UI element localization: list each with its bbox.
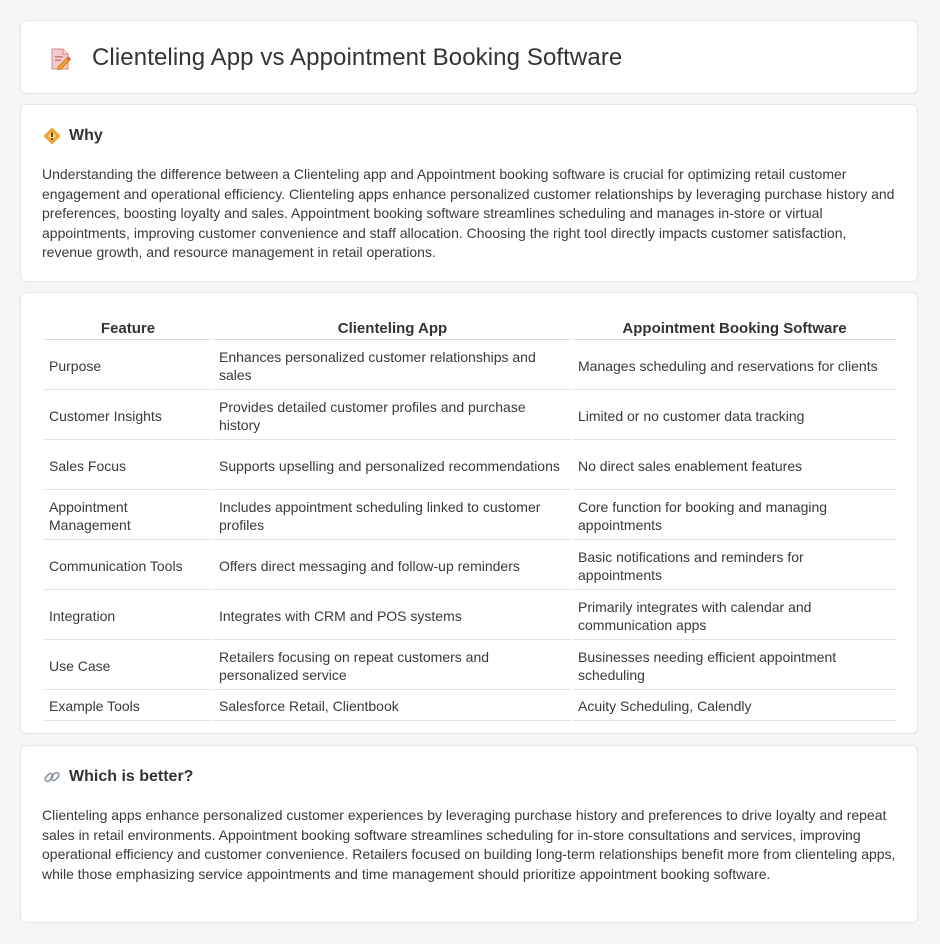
clienteling-cell: Supports upselling and personalized recommendations	[214, 442, 571, 490]
feature-cell: Purpose	[44, 342, 212, 390]
page-title: Clienteling App vs Appointment Booking Software	[92, 44, 623, 71]
feature-cell: Integration	[44, 592, 212, 640]
title-card	[20, 20, 918, 94]
link-icon	[43, 768, 61, 786]
clienteling-cell: Enhances personalized customer relationships and sales	[214, 342, 571, 390]
booking-cell: Core function for booking and managing appointments	[573, 492, 896, 540]
table-row	[44, 342, 896, 390]
booking-cell: Primarily integrates with calendar and communication apps	[573, 592, 896, 640]
comparison-card	[20, 292, 918, 734]
table-row	[44, 592, 896, 640]
better-text: Clienteling apps enhance personalized customer experiences by leveraging purchase history and preferences to drive loyalty and repeat sales in retail environments. Appointment booking software streamlines scheduling for in-store consultations and services, improving operational efficiency and customer convenience. Retailers focused on building long-term relationships benefit more from clienteling apps, while those emphasizing service appointments and time management should prioritize appointment booking software.	[42, 807, 896, 882]
booking-cell: Basic notifications and reminders for appointments	[573, 542, 896, 590]
clienteling-cell: Retailers focusing on repeat customers and personalized service	[214, 642, 571, 690]
feature-cell: Customer Insights	[44, 392, 212, 440]
header-feature: Feature	[44, 318, 212, 340]
header-clienteling-app: Clienteling App	[214, 318, 571, 340]
why-heading: Why	[69, 127, 103, 144]
table-row	[44, 492, 896, 540]
better-heading: Which is better?	[69, 768, 194, 785]
why-card	[20, 104, 918, 282]
which-is-better-card	[20, 745, 918, 923]
feature-cell: Communication Tools	[44, 542, 212, 590]
feature-cell: Sales Focus	[44, 442, 212, 490]
table-row	[44, 392, 896, 440]
clienteling-cell: Salesforce Retail, Clientbook	[214, 692, 571, 721]
booking-cell: No direct sales enablement features	[573, 442, 896, 490]
why-heading-row	[43, 127, 103, 145]
clienteling-cell: Offers direct messaging and follow-up reminders	[214, 542, 571, 590]
table-header-row	[44, 318, 896, 340]
booking-cell: Acuity Scheduling, Calendly	[573, 692, 896, 721]
clienteling-cell: Provides detailed customer profiles and purchase history	[214, 392, 571, 440]
feature-cell: Example Tools	[44, 692, 212, 721]
feature-cell: Use Case	[44, 642, 212, 690]
header-appointment-booking: Appointment Booking Software	[573, 318, 896, 340]
booking-cell: Limited or no customer data tracking	[573, 392, 896, 440]
table-row	[44, 442, 896, 490]
table-row	[44, 642, 896, 690]
clienteling-cell: Integrates with CRM and POS systems	[214, 592, 571, 640]
better-heading-row	[43, 768, 193, 786]
why-text: Understanding the difference between a Clienteling app and Appointment booking software is crucial for optimizing retail customer engagement and operational efficiency. Clienteling apps enhance personalized customer relationships by leveraging purchase history and preferences, boosting loyalty and sales. Appointment booking software streamlines scheduling and manages in-store or virtual appointments, improving customer convenience and staff allocation. Choosing the right tool directly impacts customer satisfaction, revenue growth, and resource management in retail operations.	[42, 166, 895, 261]
booking-cell: Manages scheduling and reservations for clients	[573, 342, 896, 390]
booking-cell: Businesses needing efficient appointment scheduling	[573, 642, 896, 690]
comparison-table	[42, 316, 898, 723]
table-row	[44, 542, 896, 590]
table-row	[44, 692, 896, 721]
document-pencil-icon	[49, 47, 71, 71]
clienteling-cell: Includes appointment scheduling linked to customer profiles	[214, 492, 571, 540]
diamond-sign-icon	[43, 127, 61, 145]
feature-cell: Appointment Management	[44, 492, 212, 540]
